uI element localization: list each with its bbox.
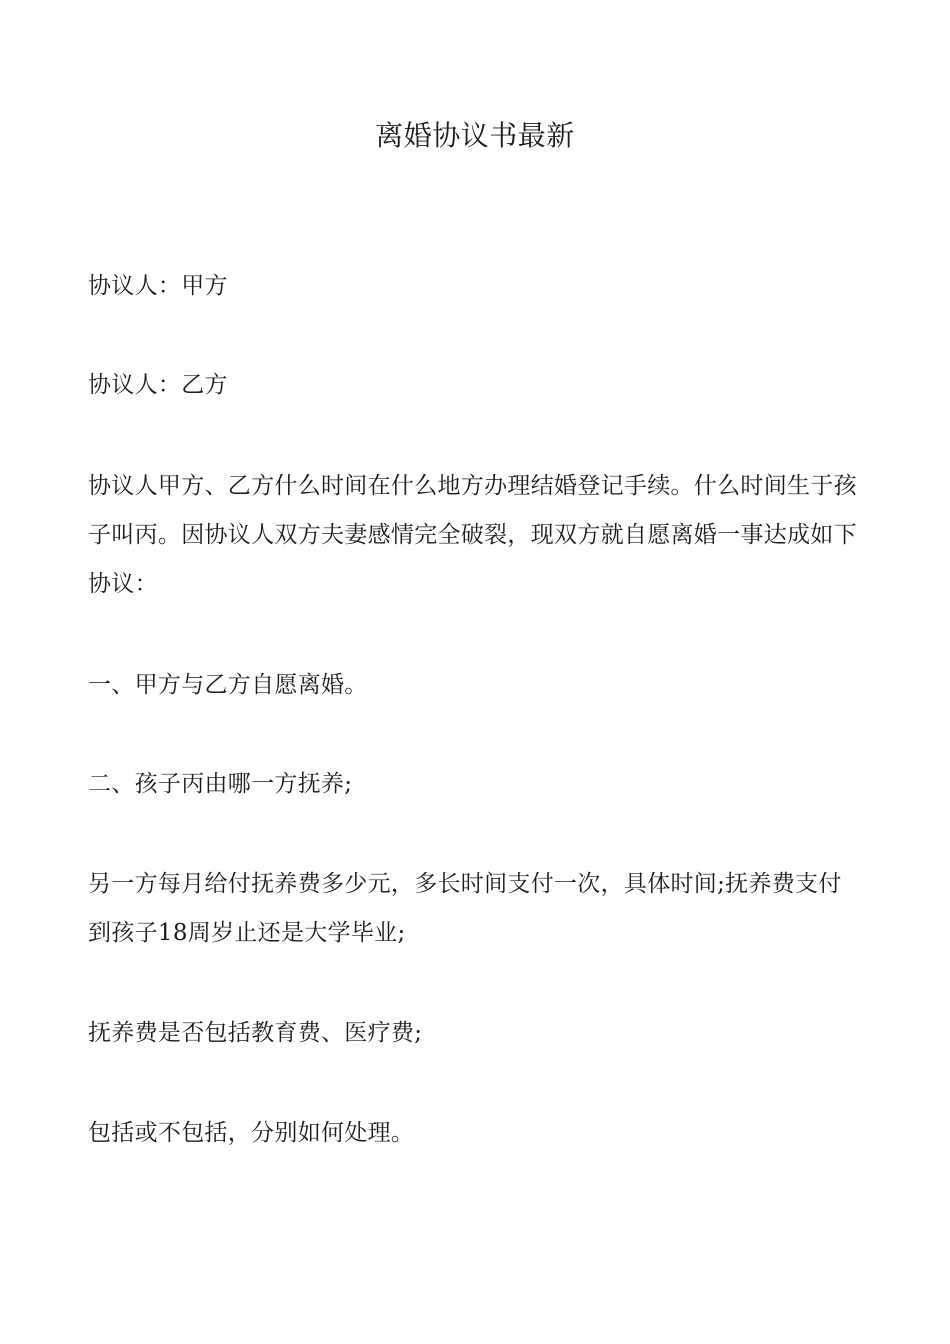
support-scope-paragraph: 抚养费是否包括教育费、医疗费; — [88, 1020, 423, 1046]
party-b-line: 协议人：乙方 — [88, 372, 228, 398]
document-title: 离婚协议书最新 — [375, 119, 575, 152]
clause-one: 一、甲方与乙方自愿离婚。 — [88, 672, 368, 698]
preamble-paragraph: 协议人甲方、乙方什么时间在什么地方办理结婚登记手续。什么时间生于孩子叫丙。因协议人双方夫妻感情完全破裂，现双方就自愿离婚一事达成如下协议： — [88, 473, 857, 597]
child-support-paragraph: 另一方每月给付抚养费多少元，多长时间支付一次，具体时间;抚养费支付到孩子18周岁止还是大学毕业; — [88, 871, 842, 946]
party-a-line: 协议人：甲方 — [88, 273, 228, 299]
clause-two: 二、孩子丙由哪一方抚养; — [88, 771, 353, 797]
handling-paragraph: 包括或不包括，分别如何处理。 — [88, 1120, 415, 1146]
